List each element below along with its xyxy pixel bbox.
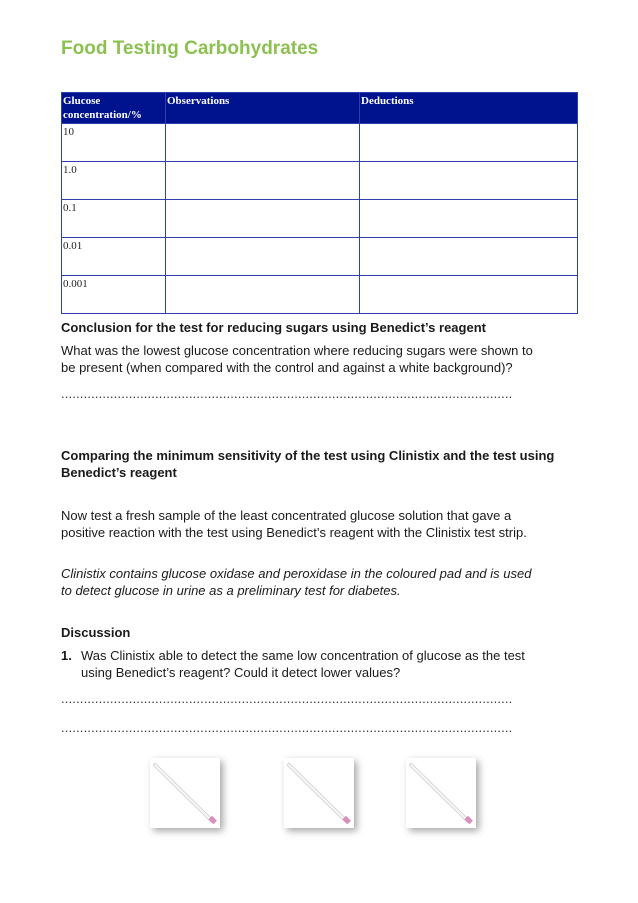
discussion-answer-line-2[interactable]: ........................................................................................................................ xyxy=(61,720,513,735)
comparing-instruction: Now test a fresh sample of the least concentrated glucose solution that gave a positive reaction with the test using Benedict’s reagent with the Clinistix test strip. xyxy=(61,508,527,540)
table-header-row xyxy=(62,93,578,124)
conclusion-heading: Conclusion for the test for reducing sugars using Benedict’s reagent xyxy=(61,320,486,335)
discussion-answer-line-1[interactable]: ........................................................................................................................ xyxy=(61,691,513,706)
deduction-cell[interactable] xyxy=(360,200,578,238)
header-deductions: Deductions xyxy=(360,93,578,124)
observation-cell[interactable] xyxy=(166,200,360,238)
observation-cell[interactable] xyxy=(166,162,360,200)
comparing-heading: Comparing the minimum sensitivity of the test using Clinistix and the test using Benedict’s reagent xyxy=(61,448,555,480)
concentration-cell: 0.1 xyxy=(62,200,166,238)
table-row xyxy=(62,238,578,276)
discussion-heading: Discussion xyxy=(61,625,131,640)
clinistix-strip-image xyxy=(150,758,220,828)
discussion-question-1 xyxy=(61,647,541,681)
table-row xyxy=(62,276,578,314)
page-title: Food Testing Carbohydrates xyxy=(61,38,319,59)
table-row xyxy=(62,162,578,200)
conclusion-question: What was the lowest glucose concentration where reducing sugars were shown to be present (when compared with the control and against a white background)? xyxy=(61,343,533,375)
clinistix-note: Clinistix contains glucose oxidase and peroxidase in the coloured pad and is used to detect glucose in urine as a preliminary test for diabetes. xyxy=(61,566,532,598)
observation-cell[interactable] xyxy=(166,276,360,314)
table-row xyxy=(62,200,578,238)
question-text: Was Clinistix able to detect the same low concentration of glucose as the test using Benedict’s reagent? Could it detect lower values? xyxy=(81,648,525,680)
deduction-cell[interactable] xyxy=(360,124,578,162)
deduction-cell[interactable] xyxy=(360,238,578,276)
concentration-cell: 0.01 xyxy=(62,238,166,276)
clinistix-strip-image xyxy=(406,758,476,828)
header-glucose-concentration: Glucose concentration/% xyxy=(62,93,166,124)
concentration-cell: 10 xyxy=(62,124,166,162)
conclusion-answer-line[interactable]: ........................................................................................................................ xyxy=(61,386,513,401)
clinistix-strip-image xyxy=(284,758,354,828)
clinistix-strip-icon xyxy=(406,758,476,828)
concentration-cell: 0.001 xyxy=(62,276,166,314)
clinistix-strip-icon xyxy=(150,758,220,828)
table-row xyxy=(62,124,578,162)
question-number: 1. xyxy=(61,648,72,663)
observation-cell[interactable] xyxy=(166,124,360,162)
results-table xyxy=(61,92,578,314)
concentration-cell: 1.0 xyxy=(62,162,166,200)
header-observations: Observations xyxy=(166,93,360,124)
observation-cell[interactable] xyxy=(166,238,360,276)
deduction-cell[interactable] xyxy=(360,162,578,200)
clinistix-strip-icon xyxy=(284,758,354,828)
deduction-cell[interactable] xyxy=(360,276,578,314)
